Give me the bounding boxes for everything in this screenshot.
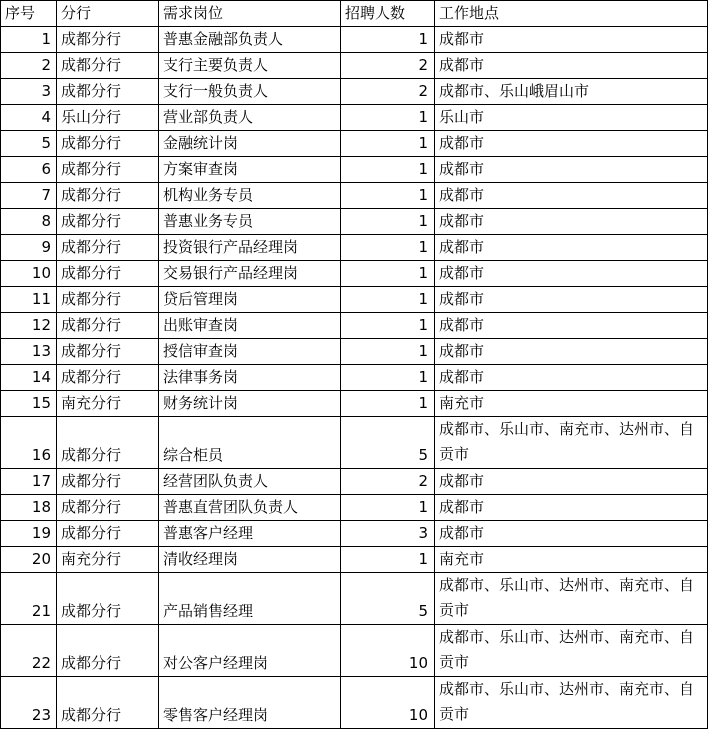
table-row bbox=[1, 625, 708, 677]
cell-count: 1 bbox=[341, 157, 435, 183]
cell-location: 成都市 bbox=[435, 339, 708, 365]
cell-no: 17 bbox=[1, 469, 57, 495]
cell-branch: 成都分行 bbox=[57, 521, 159, 547]
cell-branch: 成都分行 bbox=[57, 235, 159, 261]
cell-position: 对公客户经理岗 bbox=[159, 625, 341, 677]
cell-count: 1 bbox=[341, 183, 435, 209]
table-row bbox=[1, 417, 708, 469]
cell-branch: 成都分行 bbox=[57, 287, 159, 313]
cell-branch: 成都分行 bbox=[57, 53, 159, 79]
cell-branch: 南充分行 bbox=[57, 391, 159, 417]
table-row bbox=[1, 677, 708, 729]
cell-branch: 南充分行 bbox=[57, 547, 159, 573]
cell-position: 清收经理岗 bbox=[159, 547, 341, 573]
cell-position: 普惠金融部负责人 bbox=[159, 27, 341, 53]
cell-count: 1 bbox=[341, 27, 435, 53]
cell-count: 1 bbox=[341, 365, 435, 391]
cell-branch: 成都分行 bbox=[57, 27, 159, 53]
cell-branch: 成都分行 bbox=[57, 261, 159, 287]
cell-no: 16 bbox=[1, 417, 57, 469]
table-row bbox=[1, 261, 708, 287]
cell-location: 成都市、乐山峨眉山市 bbox=[435, 79, 708, 105]
cell-count: 1 bbox=[341, 131, 435, 157]
cell-location: 成都市 bbox=[435, 157, 708, 183]
cell-branch: 乐山分行 bbox=[57, 105, 159, 131]
cell-position: 经营团队负责人 bbox=[159, 469, 341, 495]
cell-location: 南充市 bbox=[435, 391, 708, 417]
cell-branch: 成都分行 bbox=[57, 157, 159, 183]
table-row bbox=[1, 105, 708, 131]
table-row bbox=[1, 391, 708, 417]
table-row bbox=[1, 157, 708, 183]
table-body bbox=[1, 27, 708, 729]
cell-location: 成都市、乐山市、达州市、南充市、自贡市 bbox=[435, 573, 708, 625]
cell-no: 20 bbox=[1, 547, 57, 573]
cell-location: 成都市、乐山市、南充市、达州市、自贡市 bbox=[435, 417, 708, 469]
cell-no: 14 bbox=[1, 365, 57, 391]
cell-position: 金融统计岗 bbox=[159, 131, 341, 157]
cell-location: 成都市 bbox=[435, 27, 708, 53]
table-row bbox=[1, 495, 708, 521]
cell-position: 营业部负责人 bbox=[159, 105, 341, 131]
cell-no: 23 bbox=[1, 677, 57, 729]
cell-location: 南充市 bbox=[435, 547, 708, 573]
cell-count: 1 bbox=[341, 287, 435, 313]
cell-count: 1 bbox=[341, 313, 435, 339]
cell-branch: 成都分行 bbox=[57, 313, 159, 339]
header-branch: 分行 bbox=[57, 1, 159, 27]
cell-branch: 成都分行 bbox=[57, 209, 159, 235]
table-row bbox=[1, 53, 708, 79]
cell-position: 支行主要负责人 bbox=[159, 53, 341, 79]
cell-no: 4 bbox=[1, 105, 57, 131]
cell-no: 10 bbox=[1, 261, 57, 287]
cell-location: 成都市 bbox=[435, 521, 708, 547]
header-no: 序号 bbox=[1, 1, 57, 27]
cell-count: 1 bbox=[341, 339, 435, 365]
cell-count: 5 bbox=[341, 417, 435, 469]
cell-count: 1 bbox=[341, 547, 435, 573]
cell-count: 5 bbox=[341, 573, 435, 625]
cell-no: 1 bbox=[1, 27, 57, 53]
cell-position: 财务统计岗 bbox=[159, 391, 341, 417]
cell-count: 1 bbox=[341, 391, 435, 417]
cell-count: 2 bbox=[341, 53, 435, 79]
table-row bbox=[1, 521, 708, 547]
table-row bbox=[1, 313, 708, 339]
cell-position: 综合柜员 bbox=[159, 417, 341, 469]
cell-count: 1 bbox=[341, 495, 435, 521]
cell-position: 普惠直营团队负责人 bbox=[159, 495, 341, 521]
cell-count: 1 bbox=[341, 235, 435, 261]
cell-count: 1 bbox=[341, 105, 435, 131]
cell-location: 成都市 bbox=[435, 313, 708, 339]
cell-no: 9 bbox=[1, 235, 57, 261]
cell-no: 2 bbox=[1, 53, 57, 79]
cell-position: 投资银行产品经理岗 bbox=[159, 235, 341, 261]
cell-position: 普惠业务专员 bbox=[159, 209, 341, 235]
table-row bbox=[1, 573, 708, 625]
table-row bbox=[1, 287, 708, 313]
cell-count: 10 bbox=[341, 677, 435, 729]
cell-no: 15 bbox=[1, 391, 57, 417]
cell-count: 1 bbox=[341, 261, 435, 287]
cell-branch: 成都分行 bbox=[57, 495, 159, 521]
table-row bbox=[1, 27, 708, 53]
header-location: 工作地点 bbox=[435, 1, 708, 27]
cell-no: 5 bbox=[1, 131, 57, 157]
cell-count: 1 bbox=[341, 209, 435, 235]
cell-position: 贷后管理岗 bbox=[159, 287, 341, 313]
cell-position: 普惠客户经理 bbox=[159, 521, 341, 547]
cell-position: 产品销售经理 bbox=[159, 573, 341, 625]
table-row bbox=[1, 365, 708, 391]
cell-position: 方案审查岗 bbox=[159, 157, 341, 183]
table-row bbox=[1, 79, 708, 105]
cell-position: 法律事务岗 bbox=[159, 365, 341, 391]
table-row bbox=[1, 209, 708, 235]
cell-location: 成都市 bbox=[435, 183, 708, 209]
cell-count: 10 bbox=[341, 625, 435, 677]
header-position: 需求岗位 bbox=[159, 1, 341, 27]
cell-position: 交易银行产品经理岗 bbox=[159, 261, 341, 287]
cell-no: 19 bbox=[1, 521, 57, 547]
cell-count: 2 bbox=[341, 79, 435, 105]
table-row bbox=[1, 339, 708, 365]
cell-location: 成都市 bbox=[435, 53, 708, 79]
cell-position: 出账审查岗 bbox=[159, 313, 341, 339]
cell-branch: 成都分行 bbox=[57, 79, 159, 105]
cell-no: 12 bbox=[1, 313, 57, 339]
cell-no: 3 bbox=[1, 79, 57, 105]
cell-location: 成都市、乐山市、达州市、南充市、自贡市 bbox=[435, 677, 708, 729]
cell-count: 3 bbox=[341, 521, 435, 547]
cell-no: 7 bbox=[1, 183, 57, 209]
cell-location: 成都市 bbox=[435, 209, 708, 235]
cell-no: 18 bbox=[1, 495, 57, 521]
table-row bbox=[1, 469, 708, 495]
cell-position: 机构业务专员 bbox=[159, 183, 341, 209]
cell-location: 成都市 bbox=[435, 131, 708, 157]
table-row bbox=[1, 235, 708, 261]
cell-branch: 成都分行 bbox=[57, 573, 159, 625]
header-row bbox=[1, 1, 708, 27]
table-row bbox=[1, 131, 708, 157]
table-row bbox=[1, 183, 708, 209]
cell-position: 授信审查岗 bbox=[159, 339, 341, 365]
cell-no: 8 bbox=[1, 209, 57, 235]
cell-branch: 成都分行 bbox=[57, 625, 159, 677]
cell-location: 成都市 bbox=[435, 469, 708, 495]
cell-no: 21 bbox=[1, 573, 57, 625]
cell-branch: 成都分行 bbox=[57, 677, 159, 729]
cell-no: 11 bbox=[1, 287, 57, 313]
cell-location: 成都市 bbox=[435, 495, 708, 521]
cell-no: 6 bbox=[1, 157, 57, 183]
cell-location: 成都市 bbox=[435, 365, 708, 391]
cell-no: 13 bbox=[1, 339, 57, 365]
cell-count: 2 bbox=[341, 469, 435, 495]
cell-no: 22 bbox=[1, 625, 57, 677]
cell-position: 支行一般负责人 bbox=[159, 79, 341, 105]
table-row bbox=[1, 547, 708, 573]
cell-location: 成都市 bbox=[435, 235, 708, 261]
cell-location: 乐山市 bbox=[435, 105, 708, 131]
cell-branch: 成都分行 bbox=[57, 131, 159, 157]
cell-branch: 成都分行 bbox=[57, 417, 159, 469]
header-count: 招聘人数 bbox=[341, 1, 435, 27]
cell-branch: 成都分行 bbox=[57, 469, 159, 495]
cell-branch: 成都分行 bbox=[57, 183, 159, 209]
cell-location: 成都市 bbox=[435, 287, 708, 313]
cell-position: 零售客户经理岗 bbox=[159, 677, 341, 729]
cell-location: 成都市、乐山市、达州市、南充市、自贡市 bbox=[435, 625, 708, 677]
cell-branch: 成都分行 bbox=[57, 339, 159, 365]
cell-location: 成都市 bbox=[435, 261, 708, 287]
cell-branch: 成都分行 bbox=[57, 365, 159, 391]
